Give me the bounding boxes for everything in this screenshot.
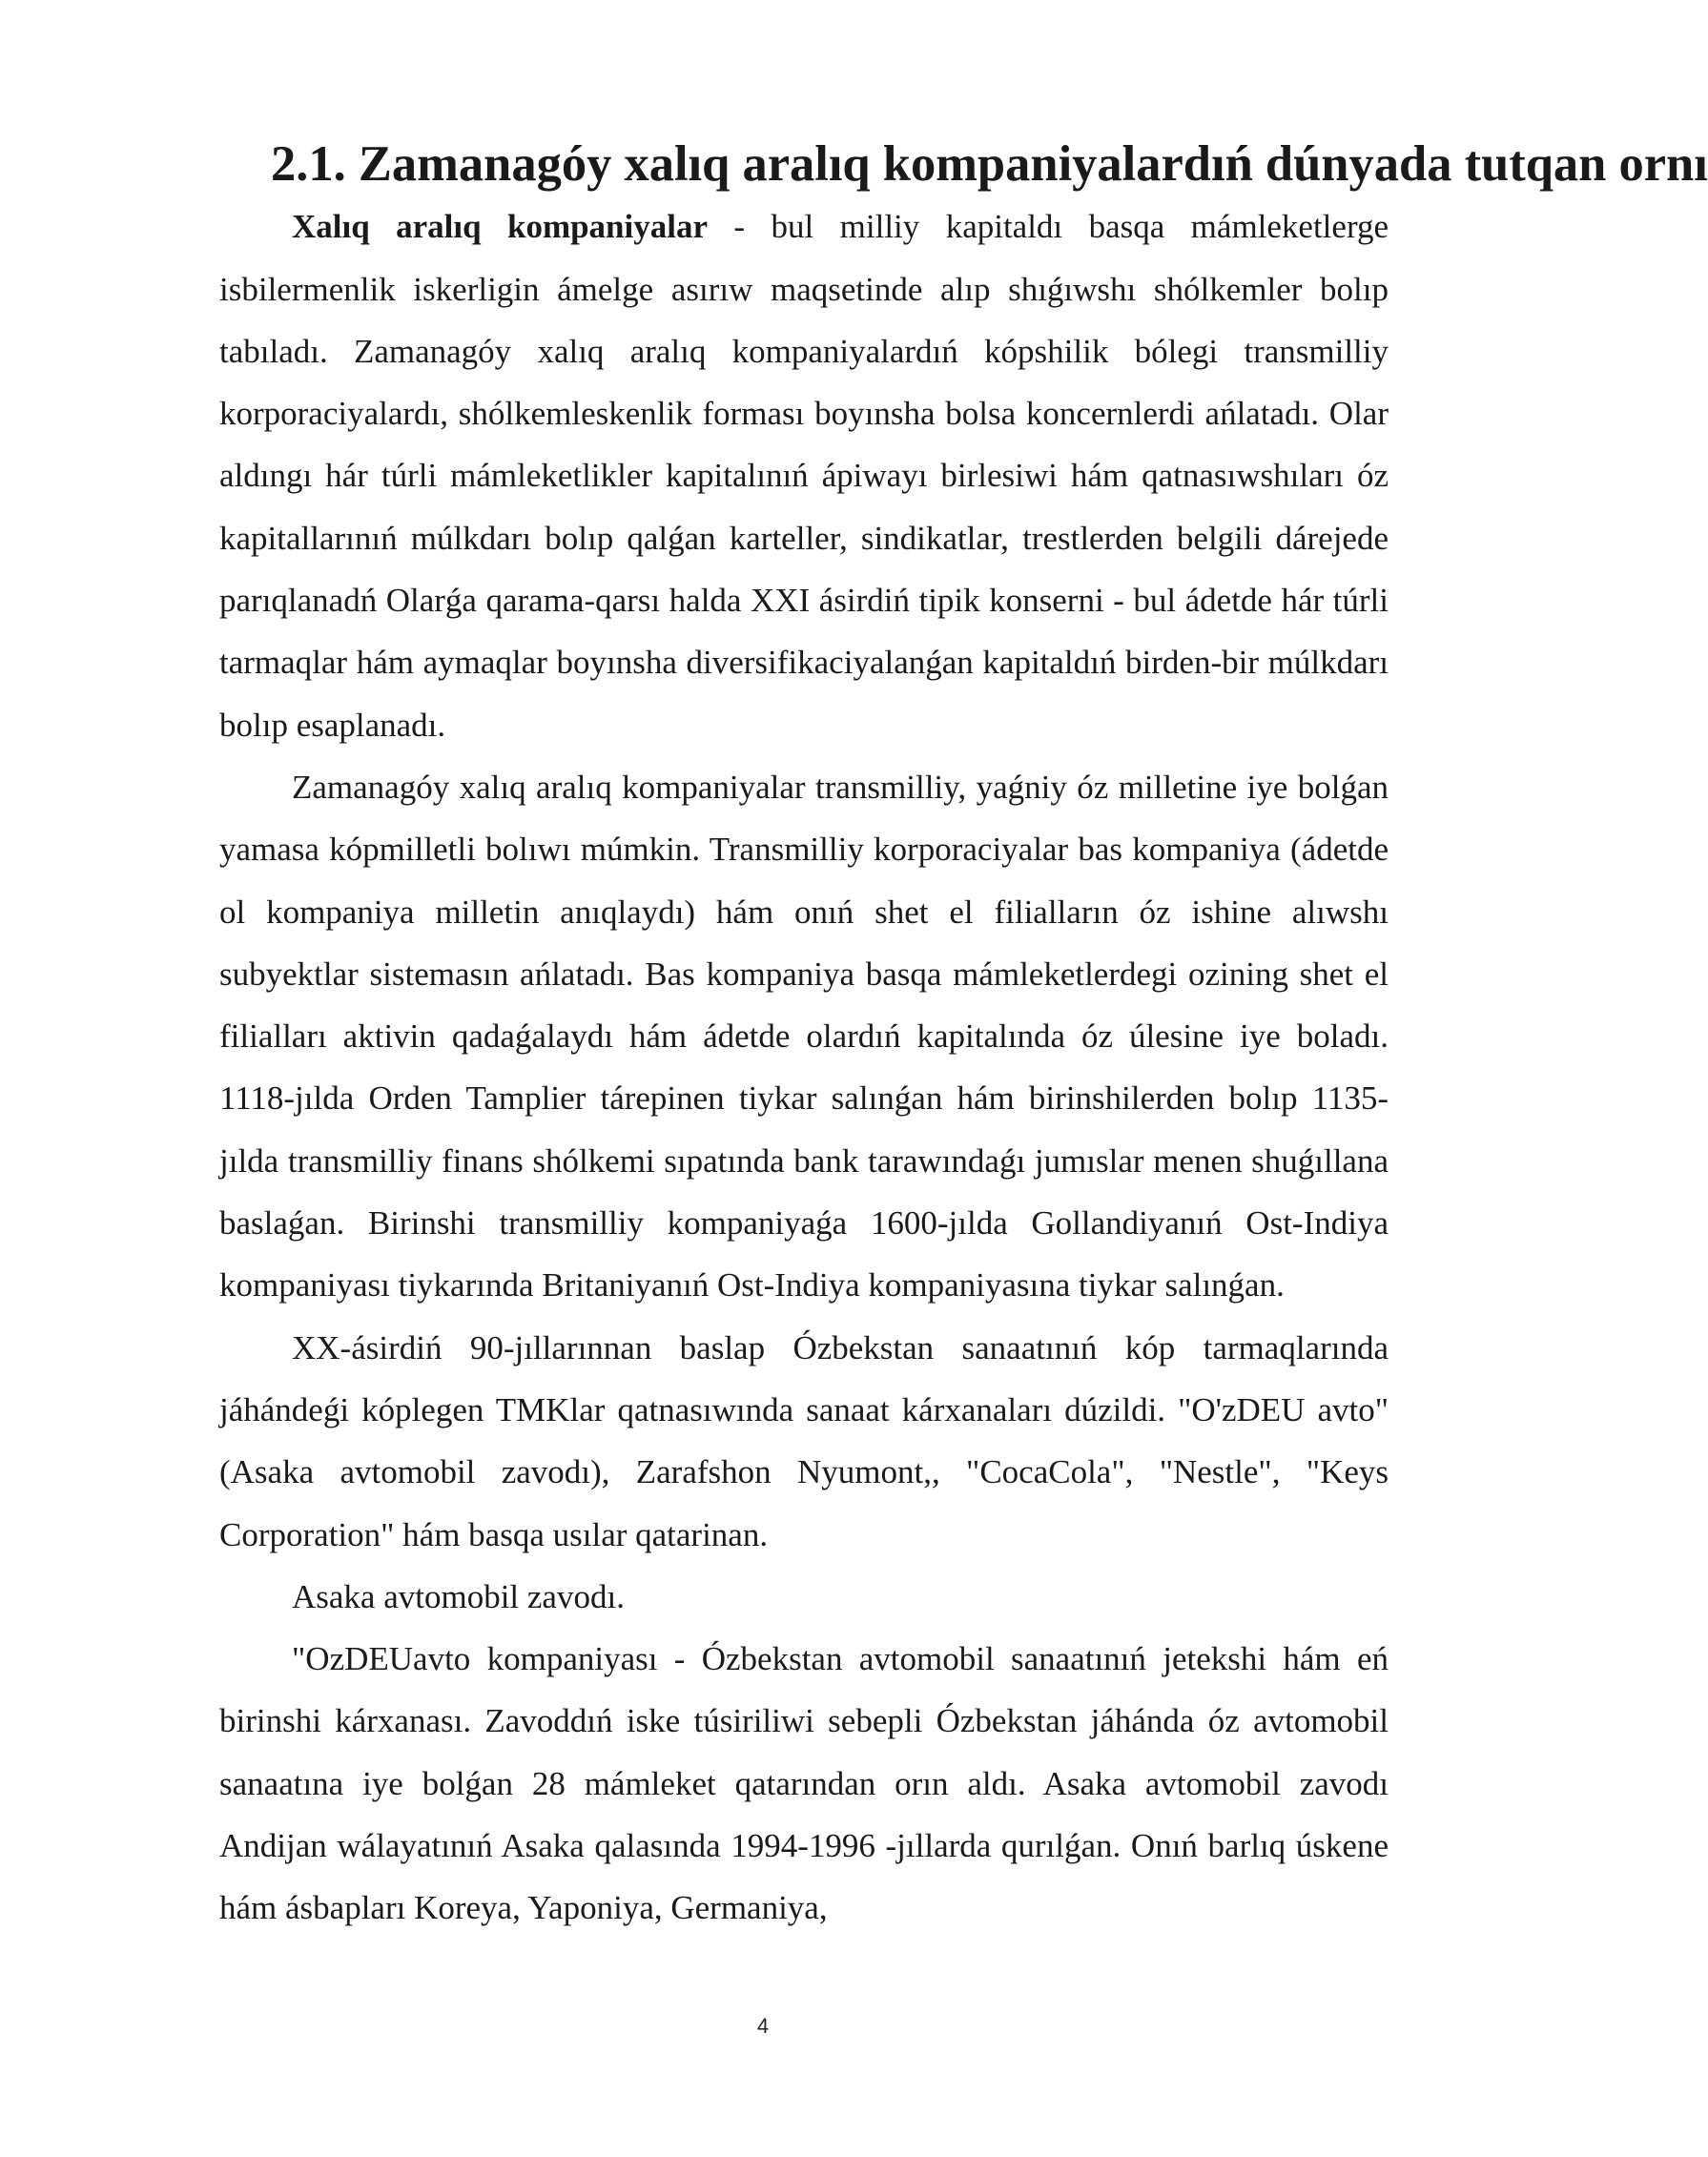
paragraph-1	[219, 195, 1389, 756]
paragraph-5: "OzDEUavto kompaniyası - Ózbekstan avtomobil sanaatınıń jetekshi hám eń birinshi kárxanası. Zavoddıń iske túsiriliwi sebepli Ózbekstan jáhánda óz avtomobil sanaatına iye bolǵan 28 mámleket qatarından orın aldı. Asaka avtomobil zavodı Andijan wálayatınıń Asaka qalasında 1994-1996 -jıllarda qurılǵan. Onıń barlıq úskene hám ásbapları Koreya, Yaponiya, Germaniya,	[219, 1640, 1389, 1927]
term-bold: Xalıq aralıq kompaniyalar	[292, 208, 709, 246]
page-body	[219, 134, 1708, 1940]
paragraph-4: Asaka avtomobil zavodı.	[292, 1577, 625, 1615]
paragraph-3: XX-ásirdiń 90-jıllarınnan baslap Ózbekstan sanaatınıń kóp tarmaqlarında jáhándeǵi kóplegen TMKlar qatnasıwında sanaat kárxanaları dúzildi. "O'zDEU avto" (Asaka avtomobil zavodı), Zarafshon Nyumont,, "CocaCola", "Nestle", "Keys Corporation" hám basqa usılar qatarinan.	[219, 1328, 1389, 1553]
paragraph-2: Zamanagóy xalıq aralıq kompaniyalar transmilliy, yaǵniy óz milletine iye bolǵan yamasa kópmilletli bolıwı múmkin. Transmilliy korporaciyalar bas kompaniya (ádetde ol kompaniya milletin anıqlaydı) hám onıń shet el filialların óz ishine alıwshı subyektlar sistemasın ańlatadı. Bas kompaniya basqa mámleketlerdegi ozining shet el filialları aktivin qadaǵalaydı hám ádetde olardıń kapitalında óz úlesine iye boladı. 1118-jılda Orden Tamplier tárepinen tiykar salınǵan hám birinshilerden bolıp 1135-jılda transmilliy finans shólkemi sıpatında bank tarawındaǵı jumıslar menen shuǵıllana baslaǵan. Birinshi transmilliy kompaniyaǵa 1600-jılda Gollandiyanıń Ost-Indiya kompaniyası tiykarında Britaniyanıń Ost-Indiya kompaniyasına tiykar salınǵan.	[219, 768, 1389, 1304]
page-number: 4	[756, 2014, 770, 2038]
paragraph-1-text: - bul milliy kapitaldı basqa mámleketlerge isbilermenlik iskerligin ámelge asırıw maqsetinde alıp shıǵıwshı shólkemler bolıp tabıladı. Zamanagóy xalıq aralıq kompaniyalardıń kópshilik bólegi transmilliy korporaciyalardı, shólkemleskenlik forması boyınsha bolsa koncernlerdi ańlatadı. Olar aldıngı hár túrli mámleketlikler kapitalınıń ápiwayı birlesiwi hám qatnasıwshıları óz kapitallarınıń múlkdarı bolıp qalǵan karteller, sindikatlar, trestlerden belgili dárejede parıqlanadń Olarǵa qarama-qarsı halda XXI ásirdiń tipik konserni - bul ádetde hár túrli tarmaqlar hám aymaqlar boyınsha diversifikaciyalanǵan kapitaldıń birden-bir múlkdarı bolıp esaplanadı.	[219, 208, 1389, 744]
section-heading: 2.1. Zamanagóy xalıq aralıq kompaniyalardıń dúnyada tutqan ornı	[271, 136, 1708, 192]
